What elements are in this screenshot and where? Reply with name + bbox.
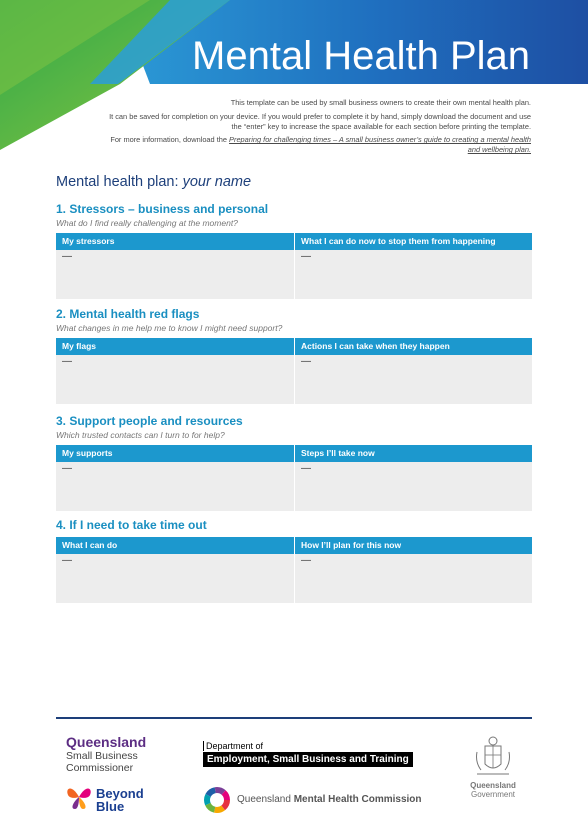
section-question: What changes in me help me to know I might need support? (56, 323, 283, 333)
section-table (56, 338, 532, 404)
table-column (294, 233, 532, 299)
table-column (56, 233, 294, 299)
desbt-logo (203, 741, 413, 767)
beyond-blue-line-2: Blue (96, 799, 125, 814)
table-column (56, 445, 294, 511)
section-support (56, 414, 532, 511)
plan-name-field[interactable]: your name (182, 174, 252, 190)
input-cell[interactable]: — (56, 554, 294, 603)
qsbc-line-2: Small Business (66, 750, 138, 762)
plan-heading-label: Mental health plan: (56, 174, 179, 190)
intro-paragraph-2: It can be saved for completion on your device. If you would prefer to complete it by hand, simply download the document and use the “enter” key to increase the space available for each section before printing the template. (109, 111, 531, 131)
section-table (56, 233, 532, 299)
qmhc-ring-icon (203, 786, 231, 814)
column-header: Steps I’ll take now (295, 445, 532, 462)
intro-link-prefix: For more information, download the (110, 135, 230, 145)
section-question: Which trusted contacts can I turn to for help? (56, 430, 225, 440)
section-table (56, 445, 532, 511)
page-title: Mental Health Plan (192, 34, 530, 78)
input-cell[interactable]: — (295, 355, 532, 404)
input-cell[interactable]: — (56, 462, 294, 511)
table-column (56, 338, 294, 404)
footer-divider (56, 717, 532, 719)
qsbc-line-3: Commissioner (66, 762, 134, 774)
input-cell[interactable]: — (295, 554, 532, 603)
intro-paragraph-1: This template can be used by small business owners to create their own mental health plan. (230, 98, 531, 107)
section-red-flags (56, 307, 532, 404)
column-header: My supports (56, 445, 294, 462)
qgov-line-2: Government (470, 790, 516, 799)
section-question: What do I find really challenging at the moment? (56, 218, 238, 228)
desbt-line-1: Department of (203, 741, 413, 751)
intro-paragraph-3 (100, 135, 531, 155)
table-column (294, 537, 532, 603)
input-cell[interactable]: — (295, 462, 532, 511)
section-heading: 1. Stressors – business and personal (56, 202, 269, 216)
input-cell[interactable]: — (295, 250, 532, 299)
plan-heading (56, 174, 251, 190)
column-header: Actions I can take when they happen (295, 338, 532, 355)
guide-link[interactable]: Preparing for challenging times – A small business owner’s guide to creating a mental health and wellbeing plan. (229, 135, 531, 155)
beyond-blue-butterfly-icon (64, 782, 94, 812)
section-heading: 2. Mental health red flags (56, 307, 200, 321)
qgov-line-1: Queensland (470, 781, 516, 790)
section-time-out (56, 518, 532, 603)
section-stressors (56, 202, 532, 299)
column-header: My stressors (56, 233, 294, 250)
column-header: What I can do (56, 537, 294, 554)
input-cell[interactable]: — (56, 355, 294, 404)
column-header: How I’ll plan for this now (295, 537, 532, 554)
beyond-blue-logo (96, 787, 144, 813)
qsbc-logo (66, 735, 146, 774)
qgov-logo (462, 781, 524, 799)
section-heading: 4. If I need to take time out (56, 518, 207, 532)
qsbc-line-1: Queensland (66, 734, 147, 750)
column-header: What I can do now to stop them from happening (295, 233, 532, 250)
qmhc-name: Mental Health Commission (293, 794, 422, 805)
queensland-crest-icon (471, 734, 515, 780)
table-column (294, 445, 532, 511)
table-column (56, 537, 294, 603)
section-table (56, 537, 532, 603)
intro-text (100, 98, 531, 159)
qmhc-logo (237, 794, 422, 805)
beyond-blue-line-1: Beyond (96, 786, 144, 801)
desbt-line-2: Employment, Small Business and Training (203, 752, 413, 767)
qmhc-prefix: Queensland (237, 794, 294, 805)
table-column (294, 338, 532, 404)
section-heading: 3. Support people and resources (56, 414, 243, 428)
input-cell[interactable]: — (56, 250, 294, 299)
column-header: My flags (56, 338, 294, 355)
